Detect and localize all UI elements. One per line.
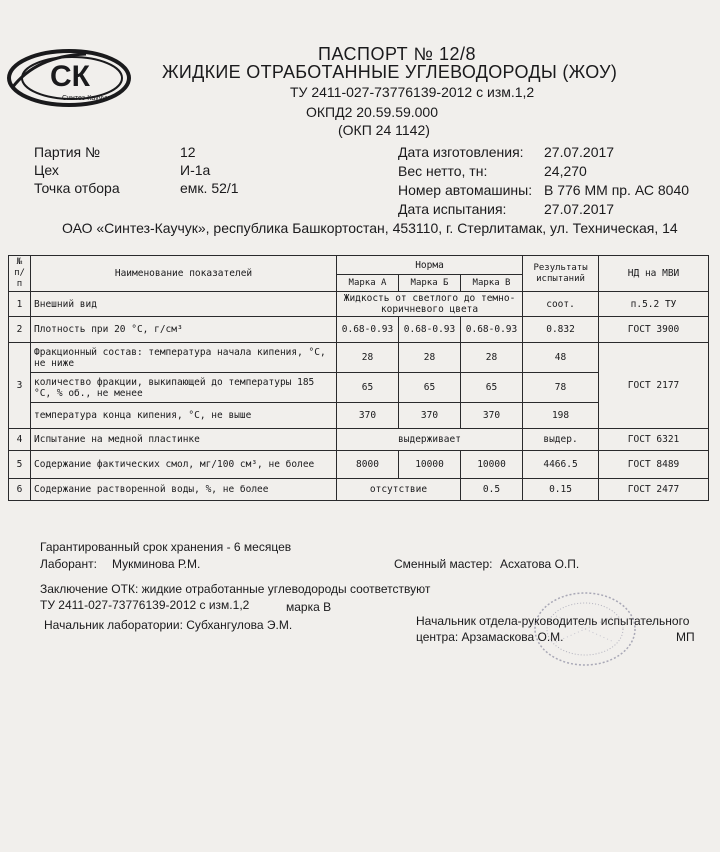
made-date-label: Дата изготовления: <box>398 144 524 160</box>
stamp-place: МП <box>676 630 695 644</box>
batch-value: 12 <box>180 144 196 160</box>
cell-num: 1 <box>9 292 31 317</box>
header-mark-a: Марка А <box>337 275 399 292</box>
cell-name: Внешний вид <box>31 292 337 317</box>
header-mark-b: Марка Б <box>399 275 461 292</box>
cell-mark-a: 28 <box>337 343 399 373</box>
cell-mark-v: 370 <box>461 403 523 429</box>
logo-subtext: Синтез-Каучук <box>62 95 109 102</box>
cell-result: соот. <box>523 292 599 317</box>
test-date-value: 27.07.2017 <box>544 201 615 217</box>
header-mark-v: Марка В <box>461 275 523 292</box>
table-row <box>9 429 709 451</box>
cell-num: 2 <box>9 317 31 343</box>
cell-mark-b: 65 <box>399 373 461 403</box>
otk-tu: ТУ 2411-027-73776139-2012 с изм.1,2 <box>40 598 250 612</box>
master-value: Асхатова О.П. <box>500 557 580 571</box>
cell-mark-ab: отсутствие <box>337 479 461 501</box>
okpd-code: ОКПД2 20.59.59.000 <box>306 104 439 120</box>
master-label: Сменный мастер: <box>394 557 493 571</box>
table-row <box>9 451 709 479</box>
table-row <box>9 292 709 317</box>
cell-name: количество фракции, выкипающей до температуры 185 °С, % об., не менее <box>31 373 337 403</box>
cell-name: Фракционный состав: температура начала кипения, °С, не ниже <box>31 343 337 373</box>
cell-mark-b: 28 <box>399 343 461 373</box>
net-weight-value: 24,270 <box>544 163 587 179</box>
okp-code: (ОКП 24 1142) <box>338 122 430 138</box>
logo-text: СК <box>50 60 90 93</box>
cell-norm: Жидкость от светлого до темно-коричневого цвета <box>337 292 523 317</box>
cell-mark-b: 370 <box>399 403 461 429</box>
header-name: Наименование показателей <box>31 256 337 292</box>
cell-mark-v: 28 <box>461 343 523 373</box>
cell-norm: выдерживает <box>337 429 523 451</box>
head-dept: Начальник отдела-руководитель испытательного <box>416 614 690 628</box>
cell-num: 6 <box>9 479 31 501</box>
laborant-label: Лаборант: <box>40 557 97 571</box>
product-name: ЖИДКИЕ ОТРАБОТАННЫЕ УГЛЕВОДОРОДЫ (ЖОУ) <box>162 62 618 82</box>
shop-value: И-1а <box>180 162 211 178</box>
passport-table <box>8 255 709 501</box>
cell-result: 0.15 <box>523 479 599 501</box>
cell-result: выдер. <box>523 429 599 451</box>
cell-result: 198 <box>523 403 599 429</box>
cell-mark-v: 10000 <box>461 451 523 479</box>
cell-result: 4466.5 <box>523 451 599 479</box>
cell-nd: п.5.2 ТУ <box>599 292 709 317</box>
shelf-life: Гарантированный срок хранения - 6 месяцев <box>40 540 292 554</box>
car-number-value: В 776 ММ пр. АС 8040 <box>544 182 690 198</box>
table-row <box>9 479 709 501</box>
sample-value: емк. 52/1 <box>180 180 239 196</box>
net-weight-label: Вес нетто, тн: <box>398 163 488 179</box>
cell-result: 78 <box>523 373 599 403</box>
stamp-icon <box>526 586 644 672</box>
table-row <box>9 317 709 343</box>
cell-num: 4 <box>9 429 31 451</box>
cell-result: 48 <box>523 343 599 373</box>
cell-nd: ГОСТ 8489 <box>599 451 709 479</box>
header-result: Результаты испытаний <box>523 256 599 292</box>
car-number-label: Номер автомашины: <box>398 182 533 198</box>
cell-mark-v: 0.5 <box>461 479 523 501</box>
cell-mark-a: 370 <box>337 403 399 429</box>
cell-nd: ГОСТ 2177 <box>599 343 709 429</box>
cell-mark-v: 0.68-0.93 <box>461 317 523 343</box>
cell-mark-b: 10000 <box>399 451 461 479</box>
document-title: ПАСПОРТ № 12/8 <box>318 44 477 64</box>
tu-code: ТУ 2411-027-73776139-2012 с изм.1,2 <box>290 84 535 100</box>
otk-conclusion: Заключение ОТК: жидкие отработанные углеводороды соответствуют <box>40 582 431 596</box>
table-row <box>9 343 709 373</box>
cell-nd: ГОСТ 2477 <box>599 479 709 501</box>
shop-label: Цех <box>34 162 59 178</box>
test-date-label: Дата испытания: <box>398 201 507 217</box>
cell-nd: ГОСТ 6321 <box>599 429 709 451</box>
cell-name: температура конца кипения, °С, не выше <box>31 403 337 429</box>
cell-num: 3 <box>9 343 31 429</box>
cell-num: 5 <box>9 451 31 479</box>
cell-name: Испытание на медной пластинке <box>31 429 337 451</box>
cell-mark-a: 0.68-0.93 <box>337 317 399 343</box>
batch-label: Партия № <box>34 144 101 160</box>
head-lab: Начальник лаборатории: Субхангулова Э.М. <box>44 618 293 632</box>
cell-mark-a: 8000 <box>337 451 399 479</box>
cell-mark-v: 65 <box>461 373 523 403</box>
header-num: № п/п <box>9 256 31 292</box>
header-norm: Норма <box>337 256 523 275</box>
laborant-value: Мукминова Р.М. <box>112 557 201 571</box>
sample-label: Точка отбора <box>34 180 120 196</box>
company-address: ОАО «Синтез-Каучук», республика Башкортостан, 453110, г. Стерлитамак, ул. Техническая, 14 <box>62 220 678 236</box>
cell-nd: ГОСТ 3900 <box>599 317 709 343</box>
otk-mark: марка В <box>286 600 332 614</box>
cell-mark-b: 0.68-0.93 <box>399 317 461 343</box>
cell-mark-a: 65 <box>337 373 399 403</box>
cell-name: Плотность при 20 °С, г/см³ <box>31 317 337 343</box>
cell-name: Содержание растворенной воды, %, не более <box>31 479 337 501</box>
made-date-value: 27.07.2017 <box>544 144 615 160</box>
head-dept-name: центра: Арзамаскова О.М. <box>416 630 564 644</box>
cell-result: 0.832 <box>523 317 599 343</box>
header-nd: НД на МВИ <box>599 256 709 292</box>
cell-name: Содержание фактических смол, мг/100 см³, не более <box>31 451 337 479</box>
company-logo-icon <box>6 48 132 110</box>
